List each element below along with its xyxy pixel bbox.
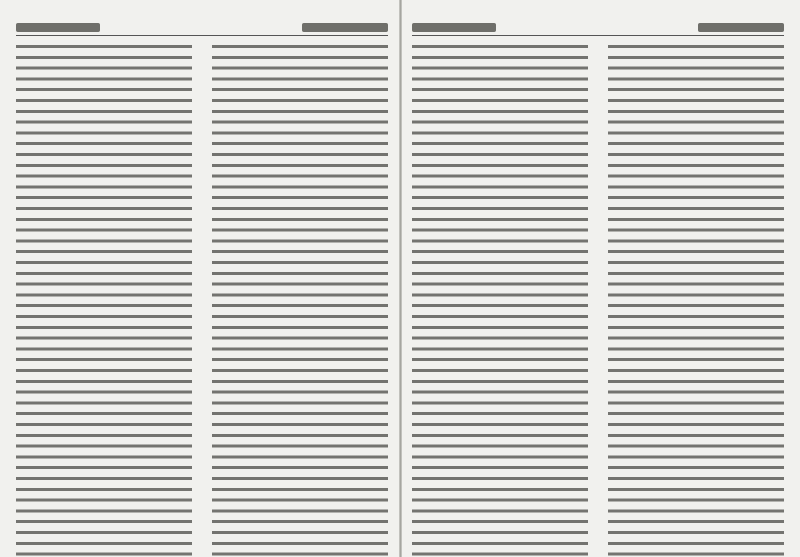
left-page-column (412, 41, 588, 556)
left-page (408, 10, 788, 547)
left-page-header (412, 10, 784, 36)
book-gutter (399, 0, 402, 557)
right-page-columns (16, 41, 388, 556)
right-page-column (16, 41, 192, 556)
right-page-column (212, 41, 388, 556)
left-page-header-line (698, 23, 784, 32)
left-page-column (608, 41, 784, 556)
left-page-columns (412, 41, 784, 556)
right-page-header (16, 10, 388, 36)
right-page-header-line (16, 23, 100, 32)
right-page-header-line (302, 23, 388, 32)
right-page (12, 10, 392, 547)
left-page-header-line (412, 23, 496, 32)
